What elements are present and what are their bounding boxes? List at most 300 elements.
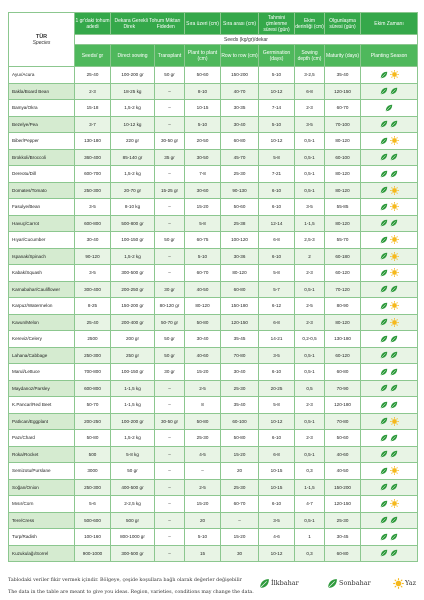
direct-sowing-amount: 200-250 gr xyxy=(111,281,155,298)
table-row xyxy=(9,265,418,282)
transplant-amount: 80-120 gr xyxy=(155,298,185,315)
transplant-amount: – xyxy=(155,512,185,529)
table-row xyxy=(9,83,418,100)
direct-sowing-amount: 1,5-2 kg xyxy=(111,248,155,265)
sowing-depth: 1-1,5 xyxy=(295,215,325,232)
transplant-amount: 30-50 gr xyxy=(155,133,185,150)
germination-days: 6-8 xyxy=(259,446,295,463)
sun-icon xyxy=(390,499,399,508)
direct-sowing-amount: 1-1,5 kg xyxy=(111,380,155,397)
row-spacing: 35-40 xyxy=(221,397,259,414)
direct-sowing-amount: 400-500 gr xyxy=(111,479,155,496)
sun-icon xyxy=(390,466,399,475)
plant-spacing: 60-75 xyxy=(185,232,221,249)
germination-days: 20-25 xyxy=(259,380,295,397)
transplant-amount: – xyxy=(155,100,185,117)
seeds-per-gram: 130-180 xyxy=(75,133,111,150)
row-spacing: 30-40 xyxy=(221,116,259,133)
transplant-amount: – xyxy=(155,545,185,562)
row-spacing: 25-30 xyxy=(221,166,259,183)
plant-spacing: 2-5 xyxy=(185,479,221,496)
planting-season xyxy=(361,100,418,117)
row-spacing: 100-120 xyxy=(221,232,259,249)
maturity-days: 150-200 xyxy=(325,479,361,496)
seeds-per-gram: 90-120 xyxy=(75,248,111,265)
row-spacing: 90-130 xyxy=(221,182,259,199)
sowing-depth: 0,3 xyxy=(295,463,325,480)
transplant-amount: – xyxy=(155,199,185,216)
leaf-icon xyxy=(380,335,388,343)
footnote-en: The data in the table are meant to give you ideas. Region, varieties, conditions may change the data. xyxy=(8,590,254,595)
plant-spacing: 60-70 xyxy=(185,265,221,282)
plant-spacing: 5-10 xyxy=(185,248,221,265)
germination-days: 6-10 xyxy=(259,496,295,513)
leaf-icon xyxy=(380,302,388,310)
planting-season xyxy=(361,281,418,298)
species-name: Pazı/Chard xyxy=(9,430,75,447)
sowing-depth: 4-7 xyxy=(295,496,325,513)
sowing-depth: 0,5-1 xyxy=(295,364,325,381)
planting-season xyxy=(361,199,418,216)
leaf-icon xyxy=(390,351,398,359)
sun-icon xyxy=(393,578,404,589)
leaf-icon xyxy=(380,87,388,95)
planting-season xyxy=(361,116,418,133)
season-header-tr: Ekim Zamanı xyxy=(361,13,418,35)
seeds-per-gram: 50-80 xyxy=(75,430,111,447)
species-name: Hıyar/Cucumber xyxy=(9,232,75,249)
sowing-depth: 1 xyxy=(295,529,325,546)
species-header-tr: TÜR xyxy=(35,33,48,40)
row-spacing: 60-70 xyxy=(221,496,259,513)
direct-sowing-amount: 200 gr xyxy=(111,331,155,348)
species-header xyxy=(9,13,75,67)
species-name: Havuç/Carrot xyxy=(9,215,75,232)
plant-spacing: 30-60 xyxy=(185,182,221,199)
germination-header-en: Germination (days) xyxy=(259,45,295,67)
row-spacing: 70-80 xyxy=(221,347,259,364)
leaf-icon xyxy=(380,368,388,376)
table-row xyxy=(9,215,418,232)
plant-spacing: 20-50 xyxy=(185,133,221,150)
germination-days: 14-21 xyxy=(259,331,295,348)
row-spacing-header-en: Row to row (cm) xyxy=(221,45,259,67)
transplant-amount: – xyxy=(155,446,185,463)
direct-sowing-amount: 1-1,5 kg xyxy=(111,397,155,414)
plant-spacing: 15 xyxy=(185,545,221,562)
maturity-days: 80-120 xyxy=(325,215,361,232)
maturity-days: 130-180 xyxy=(325,331,361,348)
table-row xyxy=(9,133,418,150)
sun-icon xyxy=(390,252,399,261)
direct-sowing-amount: 200-400 gr xyxy=(111,314,155,331)
row-spacing: 15-20 xyxy=(221,529,259,546)
planting-season xyxy=(361,331,418,348)
transplant-amount: 50 gr xyxy=(155,347,185,364)
seeds-per-gram: 600-800 xyxy=(75,380,111,397)
leaf-icon xyxy=(390,368,398,376)
sowing-depth: 0,5 xyxy=(295,380,325,397)
species-name: Kabak/Squash xyxy=(9,265,75,282)
transplant-amount: – xyxy=(155,479,185,496)
planting-season xyxy=(361,133,418,150)
planting-season xyxy=(361,298,418,315)
table-row xyxy=(9,364,418,381)
leaf-icon xyxy=(390,549,398,557)
leaf-icon xyxy=(380,417,388,425)
seeds-per-gram: 8-25 xyxy=(75,298,111,315)
planting-season xyxy=(361,364,418,381)
transplant-amount: 15-25 gr xyxy=(155,182,185,199)
seeds-per-gram: 100-160 xyxy=(75,529,111,546)
row-spacing: – xyxy=(221,512,259,529)
row-spacing-header-tr: Sıra arası (cm) xyxy=(221,13,259,35)
transplant-header-en: Transplant xyxy=(155,45,185,67)
planting-season xyxy=(361,545,418,562)
transplant-amount: 50 gr xyxy=(155,331,185,348)
seeds-per-gram: 500 xyxy=(75,446,111,463)
germination-days: 3-5 xyxy=(259,347,295,364)
seeds-per-gram: 25-40 xyxy=(75,67,111,84)
germination-days: 5-10 xyxy=(259,67,295,84)
maturity-days: 60-80 xyxy=(325,364,361,381)
maturity-days: 40-60 xyxy=(325,446,361,463)
maturity-days: 70-80 xyxy=(325,413,361,430)
transplant-amount: – xyxy=(155,463,185,480)
sun-icon xyxy=(390,202,399,211)
species-name: Kereviz/Celery xyxy=(9,331,75,348)
legend-spring xyxy=(258,577,299,589)
germination-header-tr: Tahmini çimlenme süresi (gün) xyxy=(259,13,295,35)
leaf-icon xyxy=(390,120,398,128)
species-name: Domates/Tomato xyxy=(9,182,75,199)
row-spacing: 30-35 xyxy=(221,100,259,117)
leaf-icon xyxy=(380,186,388,194)
table-row xyxy=(9,298,418,315)
table-row xyxy=(9,413,418,430)
sowing-depth: 0,5-1 xyxy=(295,347,325,364)
table-row xyxy=(9,380,418,397)
germination-days: 6-8 xyxy=(259,232,295,249)
depth-header-en: Sowing depth (cm) xyxy=(295,45,325,67)
seeds-per-gram: 250-300 xyxy=(75,182,111,199)
leaf-icon xyxy=(380,170,388,178)
direct-sowing-amount: 2-2,5 kg xyxy=(111,496,155,513)
row-spacing: 50-80 xyxy=(221,430,259,447)
table-row xyxy=(9,232,418,249)
transplant-amount: 30-50 gr xyxy=(155,413,185,430)
direct-sowing-amount: 50 gr xyxy=(111,463,155,480)
maturity-days: 60-80 xyxy=(325,545,361,562)
row-spacing: 50-60 xyxy=(221,199,259,216)
transplant-amount: – xyxy=(155,380,185,397)
sowing-depth: 0,3 xyxy=(295,545,325,562)
maturity-days: 25-30 xyxy=(325,512,361,529)
germination-days: 6-10 xyxy=(259,248,295,265)
leaf-icon xyxy=(380,153,388,161)
species-header-en: Species xyxy=(32,39,51,46)
plant-spacing: 2-5 xyxy=(185,380,221,397)
species-name: Bamya/Okra xyxy=(9,100,75,117)
transplant-amount: 30 gr xyxy=(155,281,185,298)
seeds-per-gram: 2500 xyxy=(75,331,111,348)
seeds-per-gram: 3-5 xyxy=(75,199,111,216)
seeds-per-gram: 600-700 xyxy=(75,166,111,183)
maturity-days: 60-100 xyxy=(325,149,361,166)
direct-sowing-amount: 100-200 gr xyxy=(111,413,155,430)
direct-sowing-amount: 100-150 gr xyxy=(111,364,155,381)
direct-header-tr: Direk xyxy=(123,23,136,30)
maturity-days: 80-120 xyxy=(325,133,361,150)
maturity-header-tr: Olgunlaşma süresi (gün) xyxy=(325,13,361,35)
plant-spacing: 8 xyxy=(185,397,221,414)
sun-icon xyxy=(390,301,399,310)
germination-days: 5-8 xyxy=(259,265,295,282)
direct-sowing-amount: 300-500 gr xyxy=(111,545,155,562)
plant-spacing: 15-20 xyxy=(185,364,221,381)
planting-season xyxy=(361,215,418,232)
planting-season xyxy=(361,430,418,447)
germination-days: 6-10 xyxy=(259,364,295,381)
species-name: Ayuı/Acura xyxy=(9,67,75,84)
row-spacing: 15-20 xyxy=(221,446,259,463)
plant-spacing: 80-120 xyxy=(185,298,221,315)
seeds-per-gram: 5-6 xyxy=(75,496,111,513)
leaf-icon xyxy=(380,318,388,326)
planting-season xyxy=(361,347,418,364)
sowing-depth: 2-3 xyxy=(295,397,325,414)
transplant-amount: – xyxy=(155,265,185,282)
seeds-per-gram-header-en: Seeds/ gr xyxy=(75,45,111,67)
species-name: Lahana/Cabbage xyxy=(9,347,75,364)
row-spacing: 30-36 xyxy=(221,248,259,265)
seeds-per-gram: 200-250 xyxy=(75,413,111,430)
maturity-days: 60-120 xyxy=(325,347,361,364)
row-spacing: 25-38 xyxy=(221,215,259,232)
maturity-days: 60-120 xyxy=(325,265,361,282)
species-name: Roka/Rocket xyxy=(9,446,75,463)
sowing-depth: 0,5-1 xyxy=(295,149,325,166)
leaf-icon xyxy=(390,219,398,227)
plant-spacing: – xyxy=(185,463,221,480)
germination-days: 6-8 xyxy=(259,314,295,331)
seeds-per-gram: 3000 xyxy=(75,463,111,480)
transplant-amount: – xyxy=(155,166,185,183)
germination-days: 12-14 xyxy=(259,215,295,232)
leaf-icon xyxy=(380,269,388,277)
transplant-amount: – xyxy=(155,496,185,513)
row-spacing: 30 xyxy=(221,545,259,562)
species-name: Ispanak/Spinach xyxy=(9,248,75,265)
row-spacing: 35-45 xyxy=(221,331,259,348)
leaf-icon xyxy=(380,120,388,128)
leaf-icon xyxy=(385,104,393,112)
planting-table xyxy=(8,12,418,562)
leaf-icon xyxy=(390,483,398,491)
sowing-depth: 2,5-3 xyxy=(295,232,325,249)
plant-spacing: 20 xyxy=(185,512,221,529)
sowing-depth: 1-1,5 xyxy=(295,479,325,496)
table-row xyxy=(9,446,418,463)
germination-days: 10-12 xyxy=(259,413,295,430)
plant-spacing: 50-80 xyxy=(185,413,221,430)
germination-days: 6-12 xyxy=(259,298,295,315)
planting-season xyxy=(361,149,418,166)
table-row xyxy=(9,512,418,529)
planting-season xyxy=(361,496,418,513)
sowing-depth: 2-3 xyxy=(295,265,325,282)
germination-days: 10-12 xyxy=(259,133,295,150)
maturity-days: 120-180 xyxy=(325,397,361,414)
plant-spacing: 5-10 xyxy=(185,529,221,546)
leaf-icon xyxy=(390,516,398,524)
table-row xyxy=(9,281,418,298)
row-spacing: 40-70 xyxy=(221,83,259,100)
sowing-depth: 6-8 xyxy=(295,83,325,100)
plant-spacing: 8-10 xyxy=(185,83,221,100)
sun-icon xyxy=(390,318,399,327)
season-header-en: Planting Season xyxy=(361,45,418,67)
leaf-icon xyxy=(380,450,388,458)
species-name: Fasulye/Bean xyxy=(9,199,75,216)
plant-spacing: 4-5 xyxy=(185,446,221,463)
maturity-days: 70-120 xyxy=(325,281,361,298)
maturity-days: 55-85 xyxy=(325,199,361,216)
legend-spring-label: İlkbahar xyxy=(271,579,299,587)
sowing-depth: 2-5 xyxy=(295,298,325,315)
maturity-days: 35-40 xyxy=(325,67,361,84)
seeds-per-gram: 3-7 xyxy=(75,116,111,133)
table-row xyxy=(9,347,418,364)
transplant-amount: – xyxy=(155,430,185,447)
planting-season xyxy=(361,314,418,331)
leaf-icon xyxy=(380,467,388,475)
seeds-per-gram: 30-40 xyxy=(75,232,111,249)
maturity-days: 55-70 xyxy=(325,232,361,249)
planting-season xyxy=(361,83,418,100)
planting-season xyxy=(361,479,418,496)
row-spacing: 20 xyxy=(221,463,259,480)
leaf-icon xyxy=(390,285,398,293)
planting-table-sheet xyxy=(8,12,417,562)
maturity-days: 120-150 xyxy=(325,496,361,513)
direct-sowing-amount: 10-12 kg xyxy=(111,116,155,133)
table-row xyxy=(9,463,418,480)
table-row xyxy=(9,496,418,513)
sowing-depth: 2-3 xyxy=(295,100,325,117)
leaf-icon xyxy=(390,450,398,458)
germination-days: 7-21 xyxy=(259,166,295,183)
seeds-per-gram: 250-300 xyxy=(75,479,111,496)
seeds-per-gram: 600-800 xyxy=(75,215,111,232)
row-spacing: 60-80 xyxy=(221,133,259,150)
legend-summer xyxy=(392,577,416,589)
sun-icon xyxy=(390,136,399,145)
direct-sowing-amount: 1,5-2 kg xyxy=(111,100,155,117)
species-name: Kuzukulağı/Sorrel xyxy=(9,545,75,562)
leaf-icon xyxy=(390,434,398,442)
seeds-per-gram: 50-70 xyxy=(75,397,111,414)
plant-spacing: 25-30 xyxy=(185,430,221,447)
germination-days: 6-10 xyxy=(259,430,295,447)
plant-spacing: 15-20 xyxy=(185,199,221,216)
species-name: Kavun/Melon xyxy=(9,314,75,331)
maturity-header-en: Maturity (days) xyxy=(325,45,361,67)
species-name: Dereotu/Dill xyxy=(9,166,75,183)
plant-spacing-header-en: Plant to plant (cm) xyxy=(185,45,221,67)
maturity-days: 80-120 xyxy=(325,314,361,331)
plant-spacing: 7-8 xyxy=(185,166,221,183)
maturity-days: 60-70 xyxy=(325,100,361,117)
planting-season xyxy=(361,512,418,529)
planting-season xyxy=(361,248,418,265)
planting-season xyxy=(361,166,418,183)
planting-season xyxy=(361,463,418,480)
table-row xyxy=(9,331,418,348)
sun-icon xyxy=(390,70,399,79)
seeds-per-gram: 300-400 xyxy=(75,281,111,298)
legend-autumn xyxy=(326,577,371,589)
plant-spacing: 15-20 xyxy=(185,496,221,513)
table-row xyxy=(9,529,418,546)
direct-sowing-amount: 500 gr xyxy=(111,512,155,529)
sowing-depth: 2-3 xyxy=(295,314,325,331)
depth-header-tr: Ekim derinliği (cm) xyxy=(295,13,325,35)
plant-spacing: 5-8 xyxy=(185,215,221,232)
planting-season xyxy=(361,265,418,282)
germination-days: 5-8 xyxy=(259,397,295,414)
direct-sowing-amount: 150-200 gr xyxy=(111,298,155,315)
transplant-amount: – xyxy=(155,83,185,100)
direct-sowing-amount: 100-150 gr xyxy=(111,232,155,249)
maturity-days: 80-120 xyxy=(325,166,361,183)
leaf-icon xyxy=(390,533,398,541)
transplant-amount: – xyxy=(155,397,185,414)
seeds-per-gram: 3-5 xyxy=(75,265,111,282)
seeds-per-gram: 900-1000 xyxy=(75,545,111,562)
germination-days: 3-5 xyxy=(259,512,295,529)
species-name: Tere/Cress xyxy=(9,512,75,529)
table-row xyxy=(9,116,418,133)
plant-spacing: 50-60 xyxy=(185,67,221,84)
seeds-per-gram: 700-800 xyxy=(75,364,111,381)
germination-days: 10-12 xyxy=(259,545,295,562)
sowing-depth: 0,5-1 xyxy=(295,182,325,199)
row-spacing: 120-150 xyxy=(221,314,259,331)
plant-spacing: 10-15 xyxy=(185,100,221,117)
seeds-per-gram: 25-40 xyxy=(75,314,111,331)
table-row xyxy=(9,314,418,331)
species-name: Bakla/Board Bean xyxy=(9,83,75,100)
leaf-icon xyxy=(327,578,338,589)
planting-season xyxy=(361,529,418,546)
germination-days: 5-10 xyxy=(259,116,295,133)
species-name: Semizotu/Purslane xyxy=(9,463,75,480)
planting-season xyxy=(361,413,418,430)
leaf-icon xyxy=(380,500,388,508)
germination-days: 6-10 xyxy=(259,199,295,216)
leaf-icon xyxy=(380,384,388,392)
table-row xyxy=(9,100,418,117)
species-name: Karnabahar/Cauliflower xyxy=(9,281,75,298)
leaf-icon xyxy=(380,434,388,442)
direct-sowing-amount: 300-500 gr xyxy=(111,265,155,282)
direct-sowing-amount: 85-140 gr xyxy=(111,149,155,166)
table-row xyxy=(9,479,418,496)
legend-summer-label: Yaz xyxy=(405,579,417,587)
maturity-days: 50-60 xyxy=(325,430,361,447)
footnote-tr: Tablodaki veriler fikir vermek içindir. Bölgeye, çeşide koşullara bağlı olarak değerler değişebilir xyxy=(8,578,242,583)
